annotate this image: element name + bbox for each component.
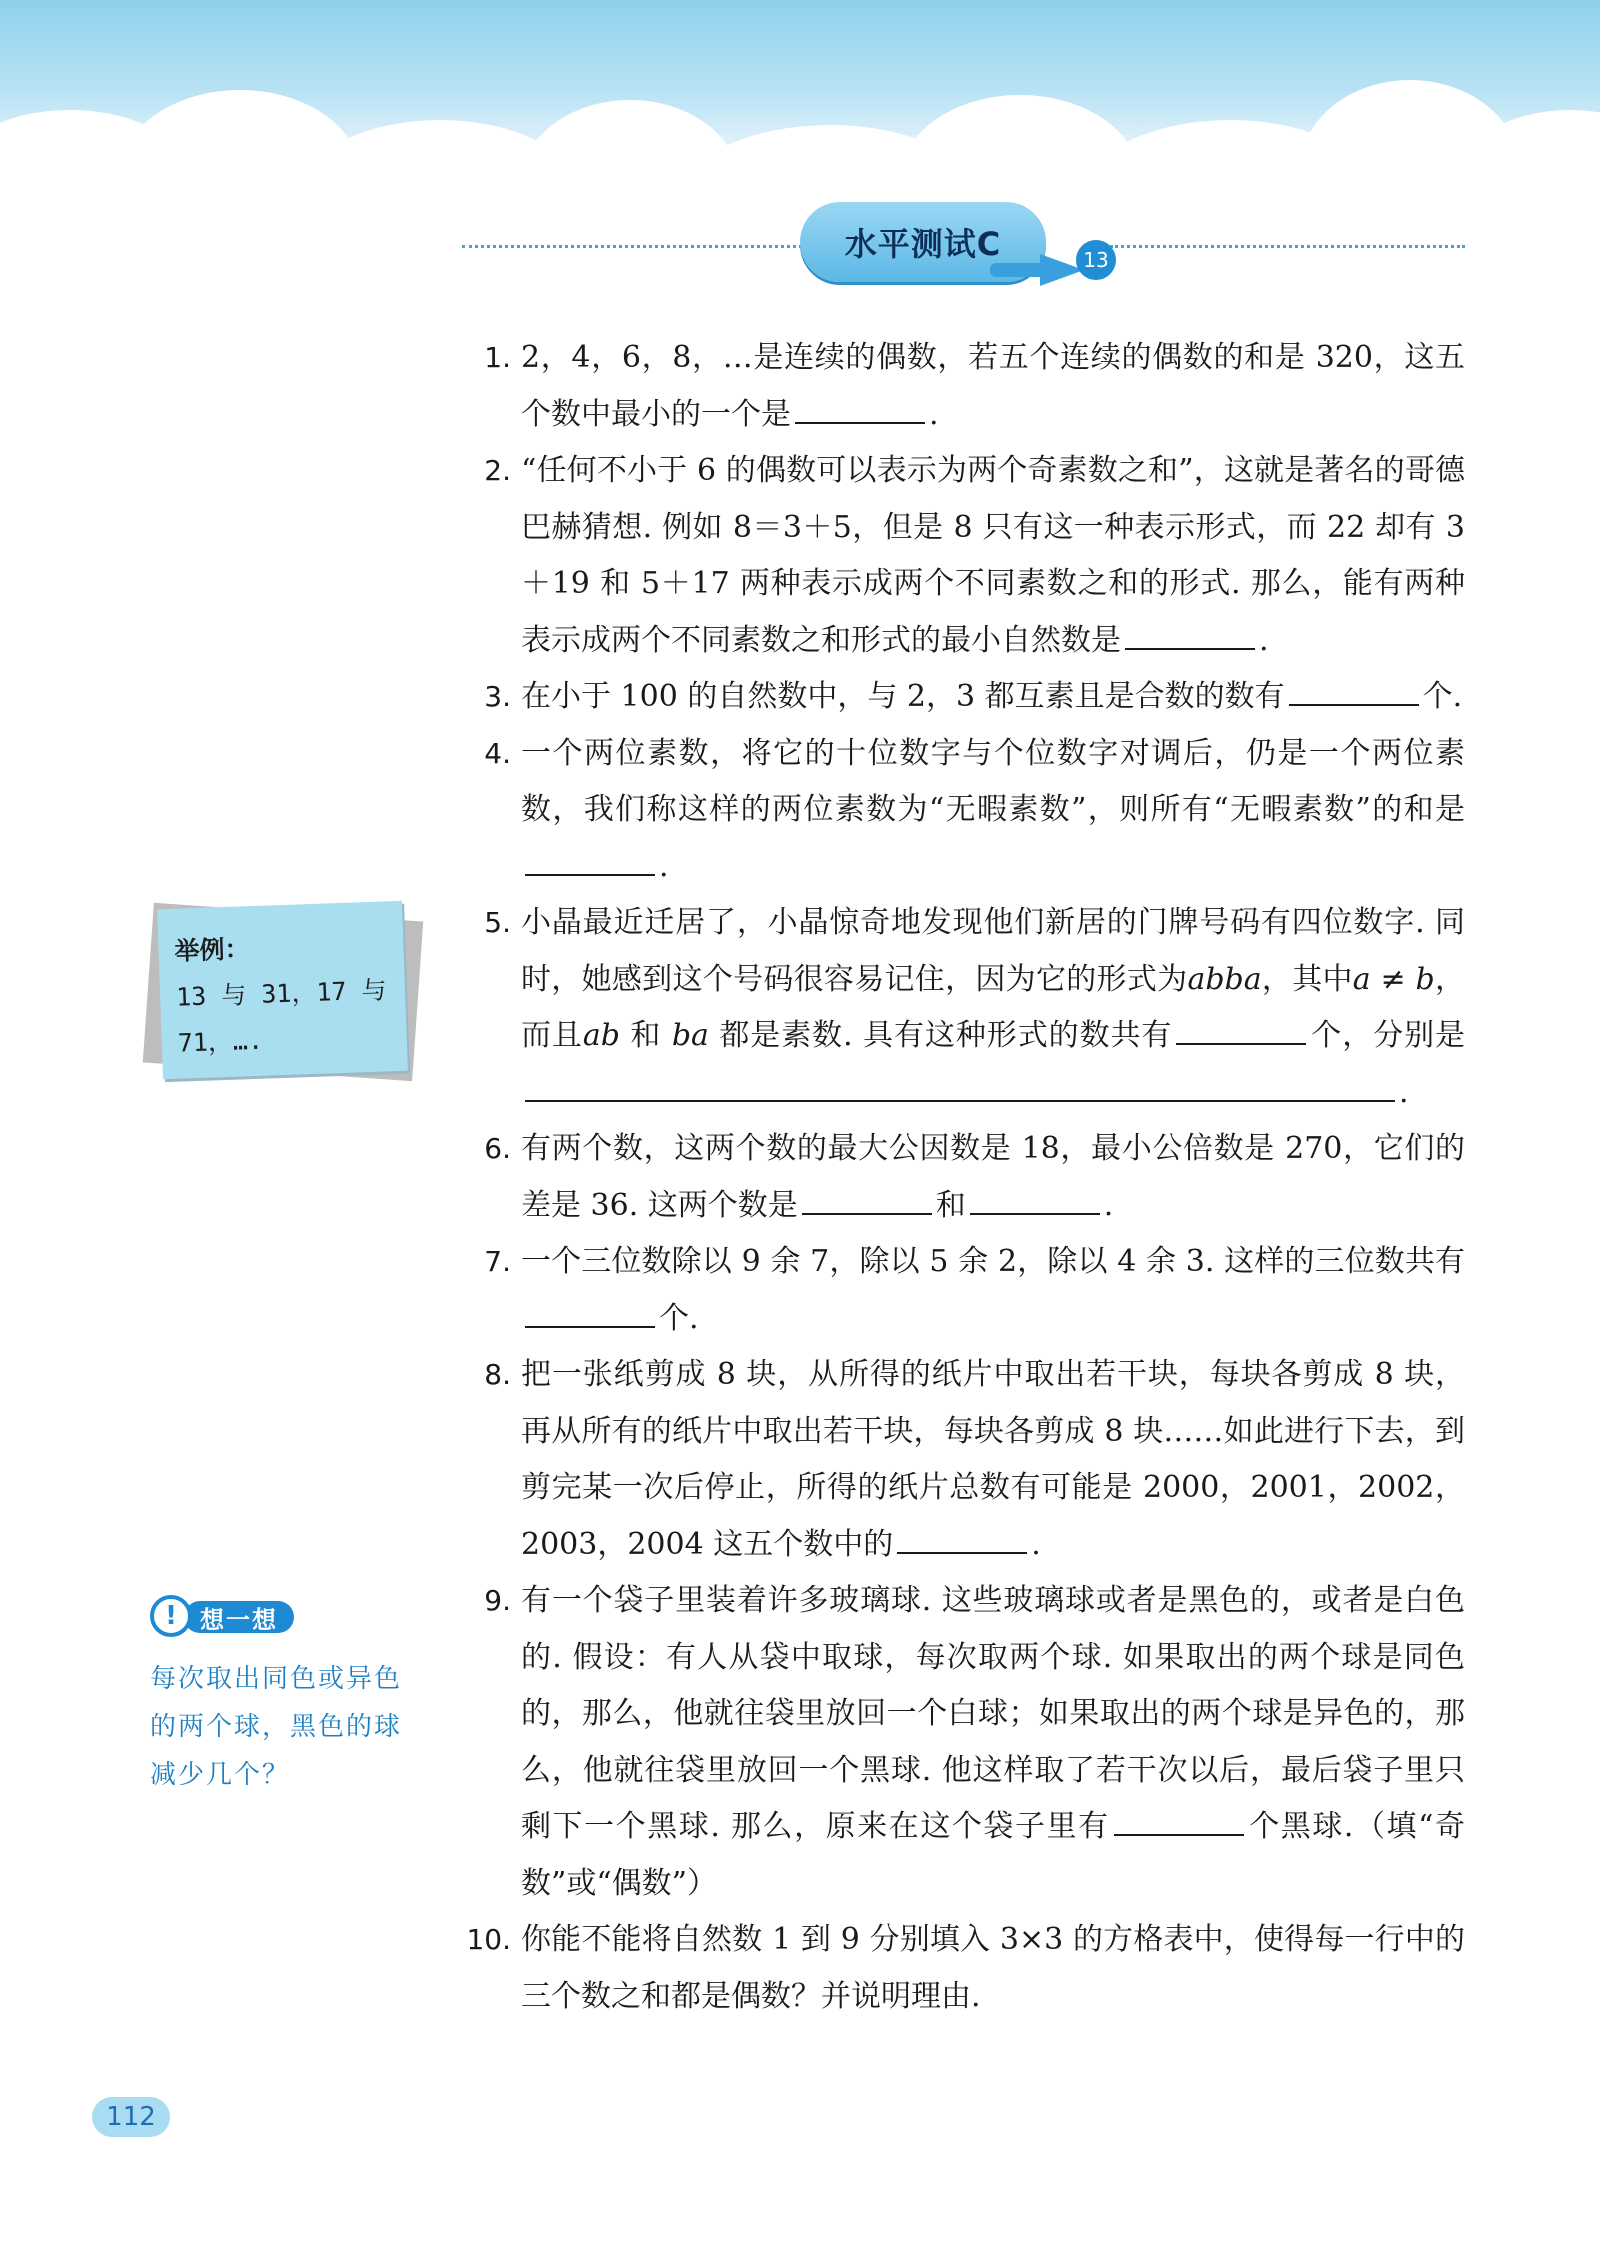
answer-blank[interactable] [795, 392, 925, 424]
answer-blank[interactable] [525, 844, 655, 876]
question-text-part: 和 [619, 1018, 672, 1053]
question-number: 9. [484, 1584, 511, 1617]
question-text-end: . [659, 848, 669, 884]
question-7 [455, 1234, 1465, 1347]
question-text: “任何不小于 6 的偶数可以表示为两个奇素数之和”，这就是著名的哥德巴赫猜想. 例如 8＝3＋5，但是 8 只有这一种表示形式，而 22 却有 3＋19 和 5＋17 两种表示成两个不同素数之和的形式. 那么，能有两种表示成两个不同素数之和形式的最小自然数是 [521, 453, 1465, 658]
question-text-part: ≠ [1370, 961, 1416, 997]
question-text: 小晶最近迁居了，小晶惊奇地发现他们新居的门牌号码有四位数字. 同时，她感到这个号码很容易记住，因为它的形式为 [521, 905, 1465, 997]
question-text: 你能不能将自然数 1 到 9 分别填入 3×3 的方格表中，使得每一行中的三个数之和都是偶数？并说明理由. [521, 1922, 1465, 2014]
header-rule-left [462, 245, 802, 248]
question-3 [455, 669, 1465, 726]
question-number: 5. [484, 906, 511, 939]
question-5 [455, 895, 1465, 1121]
question-text: 2，4，6，8，…是连续的偶数，若五个连续的偶数的和是 320，这五个数中最小的一个是 [521, 340, 1465, 432]
question-8 [455, 1347, 1465, 1573]
question-4 [455, 726, 1465, 896]
question-text-part: 个，分别是 [1310, 1018, 1466, 1053]
question-text-part: 都是素数. 具有这种形式的数共有 [708, 1018, 1173, 1053]
question-text-end: 个. [659, 1300, 699, 1336]
note-title: 举例： [174, 934, 251, 966]
question-number: 3. [484, 680, 511, 713]
question-6 [455, 1121, 1465, 1234]
question-text: 有两个数，这两个数的最大公因数是 18，最小公倍数是 270，它们的差是 36. 这两个数是 [521, 1131, 1465, 1223]
question-text-end: . [1259, 622, 1269, 658]
question-text: 一个三位数除以 9 余 7，除以 5 余 2，除以 4 余 3. 这样的三位数共有 [521, 1244, 1465, 1279]
question-text-end: . [1399, 1074, 1409, 1110]
variable-ab: ab [582, 1018, 620, 1053]
exclamation-icon: ! [150, 1595, 192, 1637]
note-line: 13 与 31，17 与 [175, 975, 388, 1012]
answer-blank[interactable] [1176, 1013, 1306, 1045]
answer-blank[interactable] [802, 1183, 932, 1215]
think-label: 想一想 [184, 1601, 294, 1633]
answer-blank[interactable] [970, 1183, 1100, 1215]
question-10 [455, 1912, 1465, 2025]
question-2 [455, 443, 1465, 669]
answer-blank[interactable] [1125, 618, 1255, 650]
question-number: 8. [484, 1358, 511, 1391]
page-number: 112 [92, 2097, 170, 2137]
question-text: 有一个袋子里装着许多玻璃球. 这些玻璃球或者是黑色的，或者是白色的. 假设：有人从袋中取球，每次取两个球. 如果取出的两个球是同色的，那么，他就往袋里放回一个白球；如果取出的两个球是异色的，那么，他就往袋里放回一个黑球. 他这样取了若干次以后，最后袋子里只剩下一个黑球. 那么，原来在这个袋子里有 [521, 1583, 1465, 1844]
question-number: 4. [484, 736, 511, 770]
question-text: 把一张纸剪成 8 块，从所得的纸片中取出若干块，每块各剪成 8 块，再从所有的纸片中取出若干块，每块各剪成 8 块……如此进行下去，到剪完某一次后停止，所得的纸片总数有可能是 2000，2001，2002，2003，2004 这五个数中的 [521, 1357, 1465, 1562]
answer-blank[interactable] [525, 1296, 655, 1328]
question-text-part: 和 [935, 1187, 966, 1223]
variable-ba: ba [671, 1018, 709, 1053]
question-9 [455, 1573, 1465, 1912]
answer-blank[interactable] [897, 1522, 1027, 1554]
section-badge: 13 [1076, 240, 1116, 280]
answer-blank[interactable] [1289, 674, 1419, 706]
answer-blank[interactable] [1114, 1804, 1244, 1836]
question-text-part: ，其中 [1261, 961, 1353, 997]
think-hint: 每次取出同色或异色的两个球，黑色的球减少几个？ [150, 1664, 403, 1790]
variable-b: b [1415, 961, 1435, 997]
section-title: 水平测试C [844, 225, 1002, 263]
question-text-end: . [1031, 1526, 1041, 1562]
variable-abba: abba [1187, 961, 1262, 997]
question-number: 10. [466, 1923, 511, 1956]
question-number: 7. [484, 1245, 511, 1278]
question-text-end: . [1103, 1187, 1114, 1223]
variable-a: a [1352, 961, 1371, 997]
question-list [455, 330, 1465, 2025]
question-number: 6. [484, 1132, 511, 1165]
note-line: 71，…. [177, 1025, 264, 1058]
example-note [157, 901, 408, 1079]
question-text-end: 个黑球.（填“奇数”或“偶数”） [521, 1809, 1466, 1901]
header-rule-right [1110, 245, 1465, 248]
question-number: 2. [484, 454, 511, 487]
question-text: 在小于 100 的自然数中，与 2，3 都互素且是合数的数有 [521, 679, 1285, 714]
question-text-end: . [929, 396, 939, 432]
question-1 [455, 330, 1465, 443]
answer-blank-long[interactable] [525, 1070, 1395, 1102]
question-text-part: ，而且 [521, 961, 1465, 1053]
sky-banner [0, 0, 1600, 200]
question-number: 1. [484, 341, 511, 374]
question-text-end: 个. [1422, 679, 1463, 714]
question-text: 一个两位素数，将它的十位数字与个位数字对调后，仍是一个两位素数，我们称这样的两位素数为“无暇素数”，则所有“无暇素数”的和是 [521, 735, 1465, 827]
